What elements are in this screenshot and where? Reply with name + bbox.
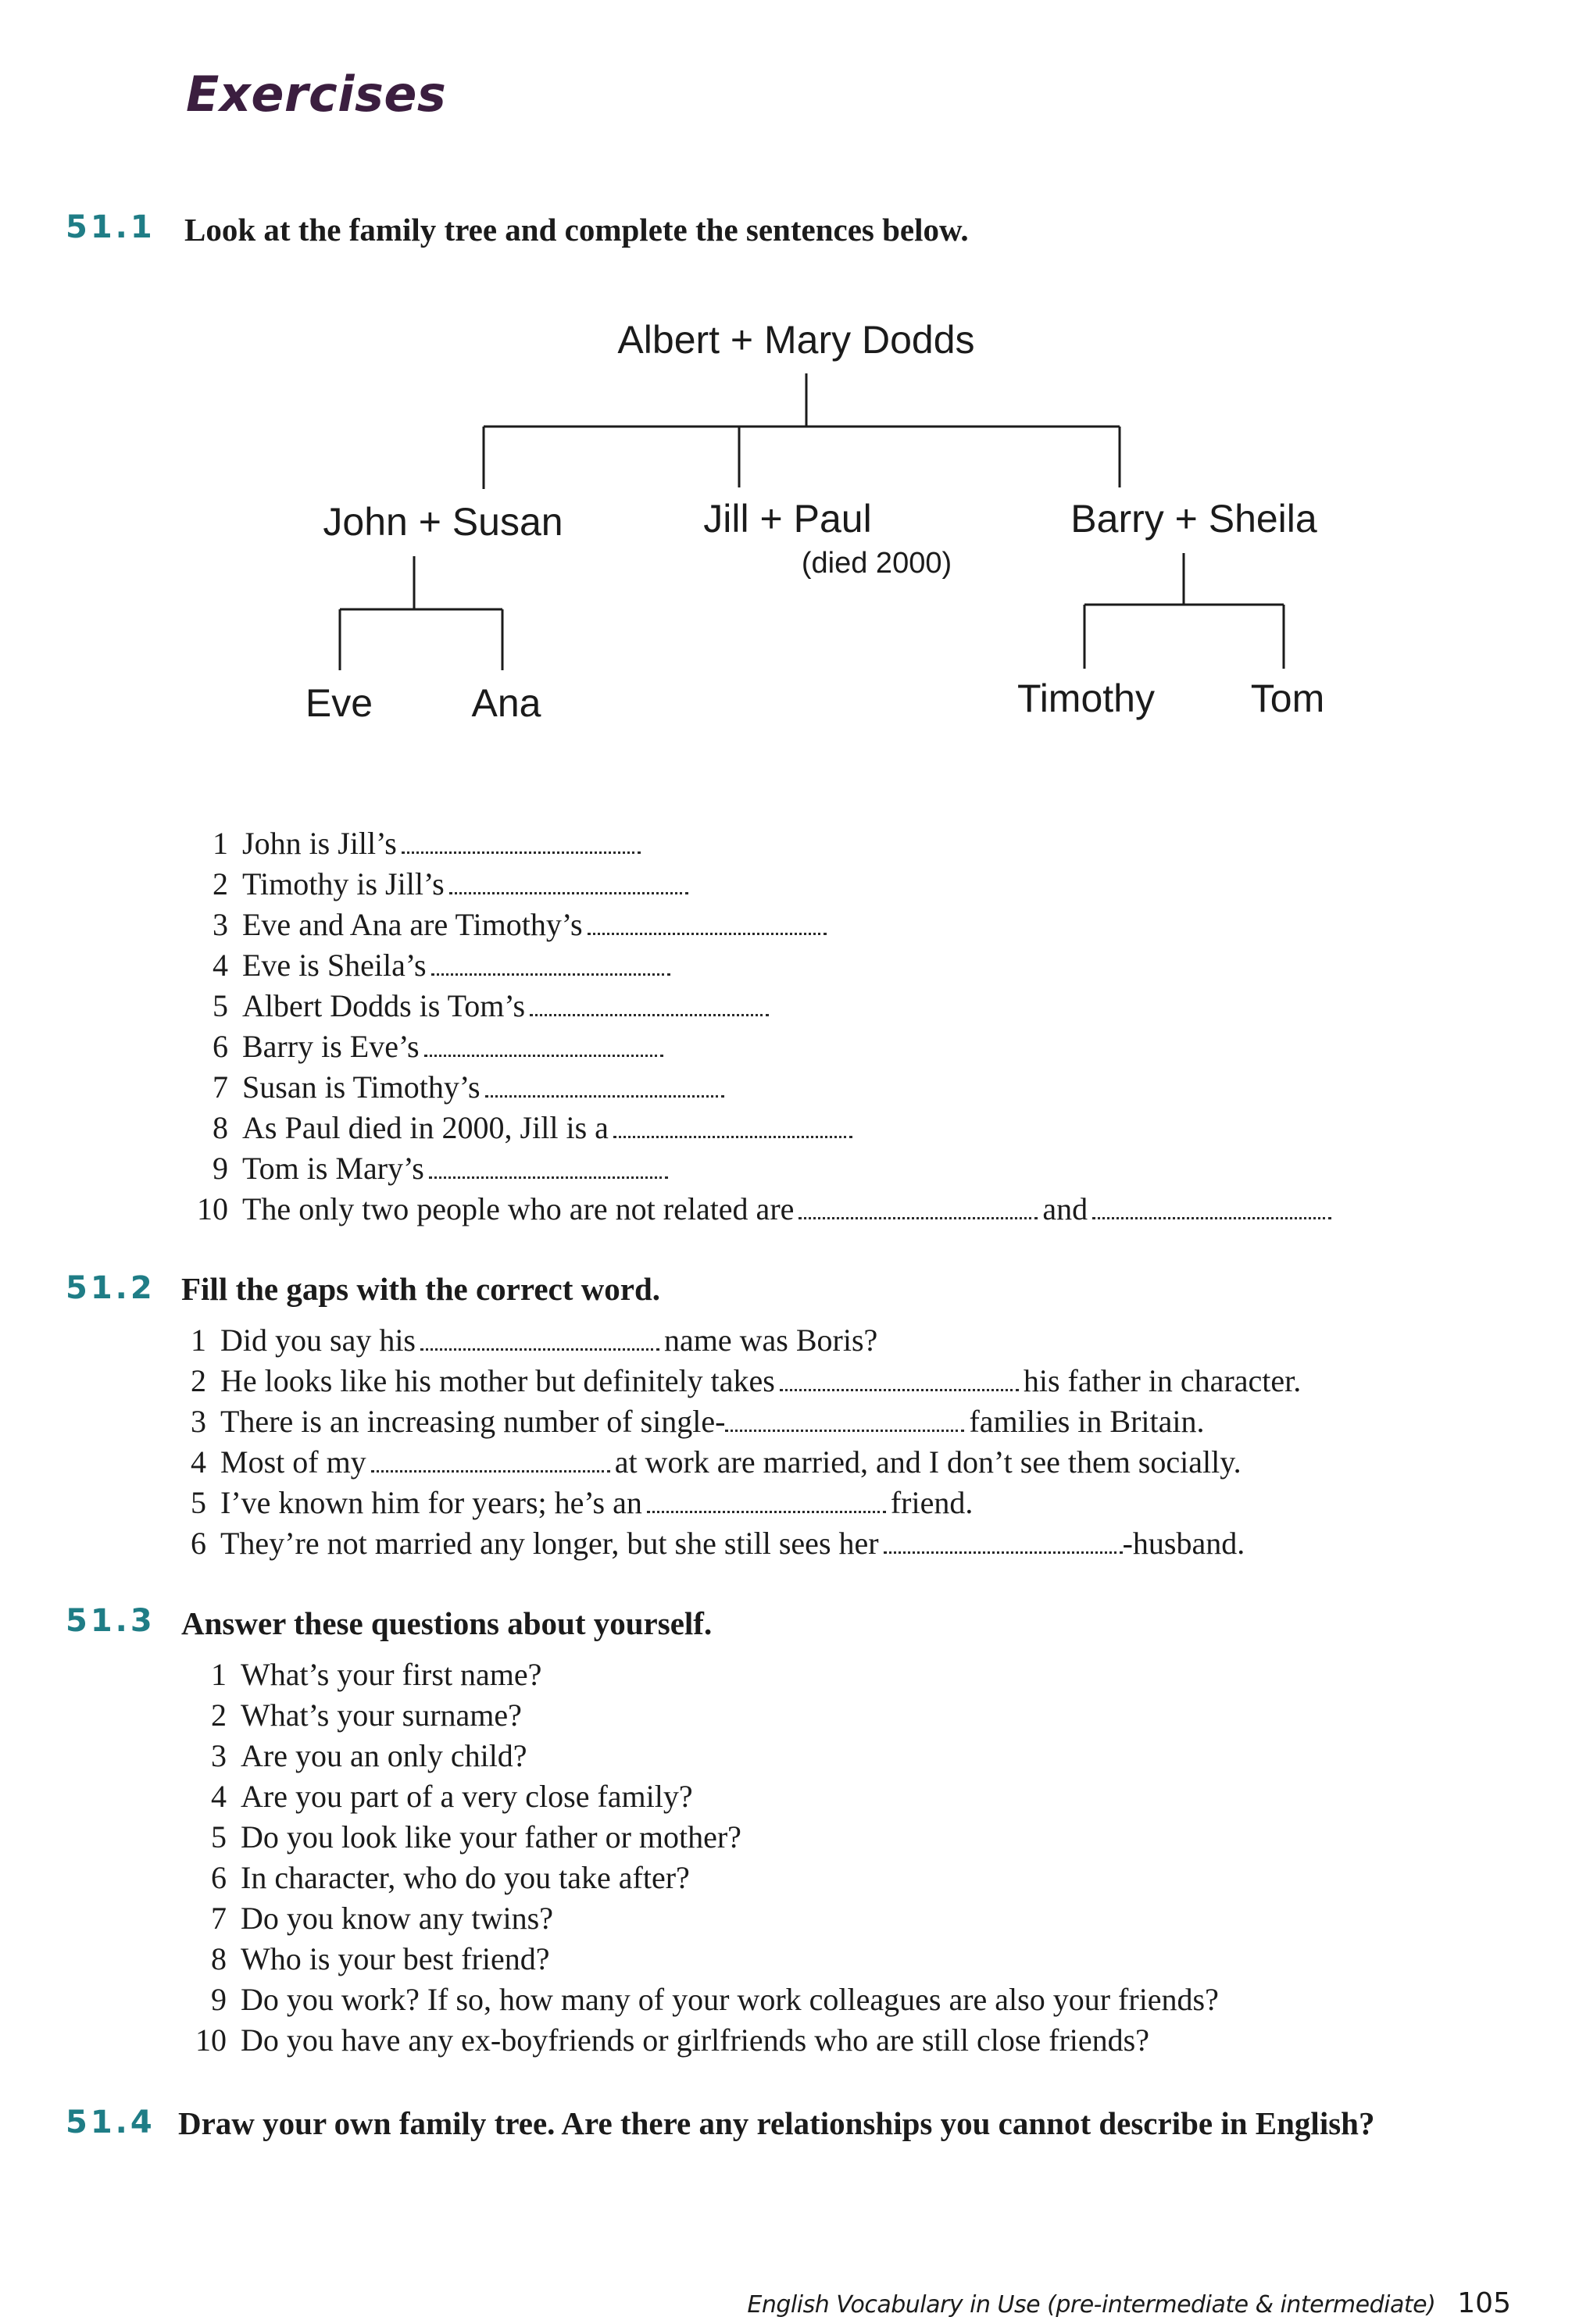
list-item bbox=[191, 1401, 1301, 1442]
item-number: 8 bbox=[213, 1110, 228, 1145]
item-text: I’ve known him for years; he’s an bbox=[220, 1485, 642, 1520]
item-number: 5 bbox=[211, 1819, 227, 1855]
exercise-number-51-4: 51.4 bbox=[66, 2104, 155, 2140]
item-number: 7 bbox=[211, 1901, 227, 1936]
list-item bbox=[191, 1320, 1301, 1361]
tree-note-died: (died 2000) bbox=[801, 547, 952, 580]
list-item bbox=[211, 1858, 1219, 1898]
answer-blank[interactable] bbox=[588, 911, 827, 935]
item-text: Tom is Mary’s bbox=[242, 1151, 424, 1186]
item-text: Timothy is Jill’s bbox=[242, 866, 445, 901]
answer-blank[interactable] bbox=[485, 1073, 724, 1098]
list-item bbox=[213, 1067, 1336, 1108]
list-item bbox=[191, 1483, 1301, 1523]
item-text: What’s your surname? bbox=[241, 1697, 522, 1733]
item-number: 4 bbox=[211, 1779, 227, 1814]
item-number: 6 bbox=[213, 1029, 228, 1064]
list-item bbox=[211, 1817, 1219, 1858]
item-number: 6 bbox=[191, 1526, 206, 1561]
page-number: 105 bbox=[1457, 2287, 1511, 2319]
item-text: The only two people who are not related are bbox=[242, 1191, 795, 1226]
exercise-number-51-2: 51.2 bbox=[66, 1270, 155, 1306]
item-number: 1 bbox=[211, 1657, 227, 1692]
footer-book-title: English Vocabulary in Use (pre-intermediate & intermediate) bbox=[747, 2291, 1436, 2319]
item-number: 3 bbox=[191, 1404, 206, 1439]
tree-node-eve: Eve bbox=[305, 681, 373, 725]
answer-blank[interactable] bbox=[780, 1367, 1019, 1391]
tree-node-albert-mary: Albert + Mary Dodds bbox=[617, 318, 975, 362]
list-item bbox=[213, 1108, 1336, 1148]
exercise-number-51-3: 51.3 bbox=[66, 1603, 155, 1639]
item-number: 8 bbox=[211, 1941, 227, 1976]
exercise-51-3-list bbox=[195, 1655, 1219, 2061]
answer-blank[interactable] bbox=[725, 1408, 964, 1432]
item-number: 10 bbox=[195, 2022, 227, 2058]
item-text: Do you have any ex-boyfriends or girlfriends who are still close friends? bbox=[241, 2022, 1149, 2058]
tree-node-timothy: Timothy bbox=[1017, 676, 1155, 720]
list-item bbox=[211, 1776, 1219, 1817]
item-text: Are you part of a very close family? bbox=[241, 1779, 693, 1814]
item-text: Are you an only child? bbox=[241, 1738, 527, 1773]
item-text-after: at work are married, and I don’t see them socially. bbox=[614, 1444, 1242, 1480]
list-item bbox=[211, 1736, 1219, 1776]
item-number: 1 bbox=[213, 826, 228, 861]
item-text-after: name was Boris? bbox=[664, 1323, 878, 1358]
item-text: Eve is Sheila’s bbox=[242, 948, 427, 983]
item-number: 3 bbox=[213, 907, 228, 942]
exercise-number-51-1: 51.1 bbox=[66, 209, 155, 245]
list-item bbox=[211, 1980, 1219, 2020]
item-text: What’s your first name? bbox=[241, 1657, 542, 1692]
item-text: He looks like his mother but definitely takes bbox=[220, 1363, 775, 1398]
item-text: Do you work? If so, how many of your work colleagues are also your friends? bbox=[241, 1982, 1219, 2017]
item-text: Who is your best friend? bbox=[241, 1941, 550, 1976]
answer-blank[interactable] bbox=[884, 1530, 1123, 1554]
list-item bbox=[191, 1523, 1301, 1564]
item-text: John is Jill’s bbox=[242, 826, 397, 861]
item-number: 9 bbox=[211, 1982, 227, 2017]
item-text: Susan is Timothy’s bbox=[242, 1069, 481, 1105]
item-text-after: his father in character. bbox=[1023, 1363, 1302, 1398]
family-tree-connectors bbox=[340, 373, 1284, 670]
item-text-after: families in Britain. bbox=[969, 1404, 1205, 1439]
answer-blank[interactable] bbox=[420, 1326, 659, 1351]
item-text: Do you look like your father or mother? bbox=[241, 1819, 741, 1855]
list-item bbox=[213, 864, 1336, 905]
tree-node-john-susan: John + Susan bbox=[323, 500, 563, 544]
item-text: In character, who do you take after? bbox=[241, 1860, 690, 1895]
exercise-instruction-51-2: Fill the gaps with the correct word. bbox=[181, 1271, 660, 1307]
list-item bbox=[195, 2020, 1219, 2061]
page-footer bbox=[747, 2287, 1511, 2319]
tree-node-ana: Ana bbox=[471, 681, 541, 725]
list-item bbox=[211, 1939, 1219, 1980]
list-item bbox=[197, 1189, 1336, 1230]
answer-blank[interactable] bbox=[530, 992, 769, 1016]
answer-blank[interactable] bbox=[431, 951, 670, 976]
page-title: Exercises bbox=[186, 66, 447, 123]
item-text-after: -husband. bbox=[1122, 1526, 1245, 1561]
item-number: 6 bbox=[211, 1860, 227, 1895]
item-number: 5 bbox=[213, 988, 228, 1023]
list-item bbox=[191, 1361, 1302, 1401]
list-item bbox=[213, 1026, 1336, 1067]
exercise-instruction-51-1: Look at the family tree and complete the sentences below. bbox=[184, 212, 969, 248]
item-number: 1 bbox=[191, 1323, 206, 1358]
item-number: 2 bbox=[213, 866, 228, 901]
item-number: 3 bbox=[211, 1738, 227, 1773]
exercise-instruction-51-3: Answer these questions about yourself. bbox=[181, 1605, 713, 1641]
exercise-51-2-list bbox=[191, 1320, 1302, 1564]
list-item bbox=[213, 823, 1336, 864]
item-text: Barry is Eve’s bbox=[242, 1029, 420, 1064]
list-item bbox=[213, 905, 1336, 945]
list-item bbox=[211, 1695, 1219, 1736]
answer-blank[interactable] bbox=[613, 1114, 852, 1138]
item-number: 2 bbox=[211, 1697, 227, 1733]
answer-blank[interactable] bbox=[1092, 1195, 1331, 1219]
item-text: As Paul died in 2000, Jill is a bbox=[242, 1110, 609, 1145]
item-text: Do you know any twins? bbox=[241, 1901, 553, 1936]
list-item bbox=[211, 1655, 1219, 1695]
answer-blank[interactable] bbox=[799, 1195, 1038, 1219]
item-number: 7 bbox=[213, 1069, 228, 1105]
list-item bbox=[191, 1442, 1301, 1483]
item-number: 4 bbox=[213, 948, 228, 983]
list-item bbox=[213, 1148, 1336, 1189]
item-text: Eve and Ana are Timothy’s bbox=[242, 907, 583, 942]
tree-node-jill-paul: Jill + Paul bbox=[703, 497, 872, 541]
answer-blank[interactable] bbox=[449, 870, 688, 894]
list-item bbox=[213, 986, 1336, 1026]
item-number: 10 bbox=[197, 1191, 228, 1226]
item-text: Albert Dodds is Tom’s bbox=[242, 988, 526, 1023]
item-number: 5 bbox=[191, 1485, 206, 1520]
item-text: They’re not married any longer, but she still sees her bbox=[220, 1526, 879, 1561]
item-text: Did you say his bbox=[220, 1323, 416, 1358]
answer-blank[interactable] bbox=[371, 1448, 610, 1473]
tree-node-tom: Tom bbox=[1250, 676, 1325, 720]
item-number: 9 bbox=[213, 1151, 228, 1186]
exercise-instruction-51-4: Draw your own family tree. Are there any relationships you cannot describe in English? bbox=[178, 2105, 1375, 2141]
answer-blank[interactable] bbox=[647, 1489, 886, 1513]
answer-blank[interactable] bbox=[424, 1033, 663, 1057]
item-text: There is an increasing number of single- bbox=[220, 1404, 726, 1439]
answer-blank[interactable] bbox=[402, 830, 641, 854]
list-item bbox=[213, 945, 1336, 986]
list-item bbox=[211, 1898, 1219, 1939]
item-text: Most of my bbox=[220, 1444, 366, 1480]
item-number: 2 bbox=[191, 1363, 206, 1398]
item-number: 4 bbox=[191, 1444, 206, 1480]
item-text-after: friend. bbox=[890, 1485, 974, 1520]
exercise-51-1-list bbox=[197, 823, 1336, 1230]
answer-blank[interactable] bbox=[429, 1155, 668, 1179]
tree-node-barry-sheila: Barry + Sheila bbox=[1070, 497, 1317, 541]
item-text-and: and bbox=[1042, 1191, 1088, 1226]
